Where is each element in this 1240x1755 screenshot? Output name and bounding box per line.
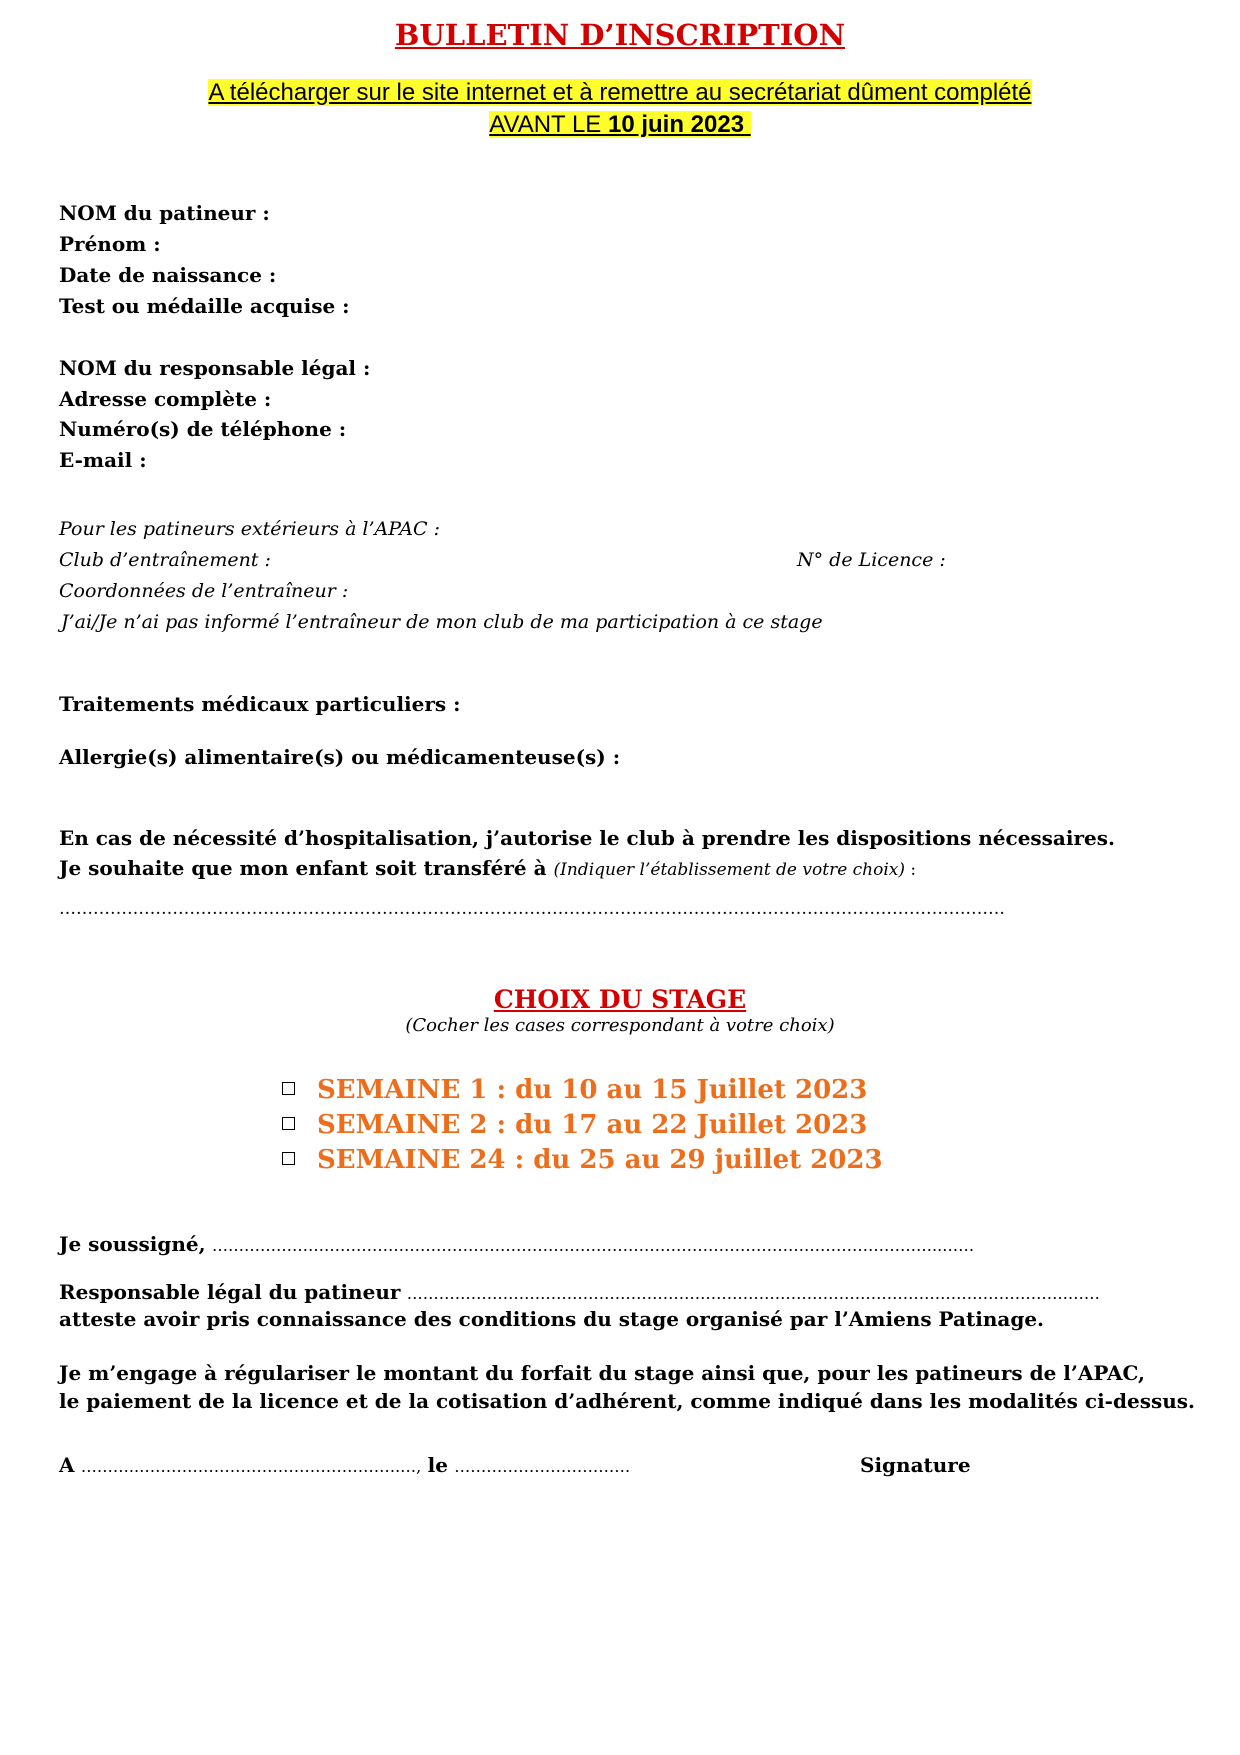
field-email: E-mail : bbox=[59, 448, 147, 472]
hospital-transfer bbox=[59, 856, 916, 880]
stage-choice-title: CHOIX DU STAGE bbox=[493, 985, 747, 1014]
guardian-dots: …………………………………………………………………………………………………………….…… bbox=[406, 1284, 1100, 1303]
subtitle-line-2 bbox=[0, 111, 1240, 139]
guardian-label: Responsable légal du patineur bbox=[59, 1280, 401, 1304]
week-option-2 bbox=[282, 1110, 867, 1140]
hospital-transfer-label: Je souhaite que mon enfant soit transféré à bbox=[59, 856, 554, 880]
attest-statement: atteste avoir pris connaissance des conditions du stage organisé par l’Amiens Patinage. bbox=[59, 1307, 1045, 1331]
subtitle-text-1: A télécharger sur le site internet et à remettre au secrétariat dûment complété bbox=[208, 79, 1032, 106]
date-dots: …………………………… bbox=[454, 1457, 631, 1476]
week-option-3 bbox=[282, 1145, 883, 1175]
commitment-line-2: le paiement de la licence et de la cotisation d’adhérent, comme indiqué dans les modalités ci-dessus. bbox=[59, 1389, 1195, 1413]
field-address: Adresse complète : bbox=[59, 387, 272, 411]
place-dots: ………..………………………………………….…, bbox=[80, 1457, 422, 1476]
week-3-checkbox[interactable] bbox=[282, 1152, 295, 1165]
field-allergies: Allergie(s) alimentaire(s) ou médicamenteuse(s) : bbox=[59, 745, 621, 769]
signature-label: Signature bbox=[860, 1453, 971, 1477]
place-date-line bbox=[59, 1453, 630, 1477]
hospital-dotted-line: …………………………………………………………………………………………………………………………………………….……. bbox=[59, 899, 1005, 919]
undersigned-dots: ………………………………………………………………………………………………………………………..…… bbox=[211, 1236, 975, 1255]
commitment-line-1: Je m’engage à régulariser le montant du forfait du stage ainsi que, pour les patineurs de l’APAC, bbox=[59, 1361, 1145, 1385]
week-2-checkbox[interactable] bbox=[282, 1117, 295, 1130]
hospital-transfer-colon: : bbox=[905, 860, 917, 880]
undersigned-label: Je soussigné, bbox=[59, 1232, 206, 1256]
place-label: A bbox=[59, 1453, 75, 1477]
field-coach: Coordonnées de l’entraîneur : bbox=[59, 580, 349, 602]
form-title: BULLETIN D’INSCRIPTION bbox=[394, 18, 846, 52]
subtitle-line-1 bbox=[0, 79, 1240, 107]
field-first-name: Prénom : bbox=[59, 232, 161, 256]
external-heading: Pour les patineurs extérieurs à l’APAC : bbox=[59, 518, 441, 540]
week-2-label: SEMAINE 2 : du 17 au 22 Juillet 2023 bbox=[317, 1110, 868, 1140]
week-1-label: SEMAINE 1 : du 10 au 15 Juillet 2023 bbox=[317, 1075, 868, 1105]
date-label: le bbox=[427, 1453, 448, 1477]
field-phone: Numéro(s) de téléphone : bbox=[59, 417, 347, 441]
field-medical-treatments: Traitements médicaux particuliers : bbox=[59, 692, 461, 716]
field-skater-name: NOM du patineur : bbox=[59, 201, 270, 225]
undersigned-line bbox=[59, 1232, 974, 1256]
deadline-date: 10 juin 2023 bbox=[607, 111, 745, 138]
deadline bbox=[489, 111, 750, 138]
hospital-transfer-hint: (Indiquer l’établissement de votre choix) bbox=[553, 860, 906, 880]
guardian-line bbox=[59, 1280, 1100, 1304]
field-club: Club d’entraînement : bbox=[59, 549, 271, 571]
field-licence: N° de Licence : bbox=[797, 549, 946, 571]
week-3-label: SEMAINE 24 : du 25 au 29 juillet 2023 bbox=[317, 1145, 883, 1175]
week-1-checkbox[interactable] bbox=[282, 1082, 295, 1095]
field-birth-date: Date de naissance : bbox=[59, 263, 277, 287]
field-test-medal: Test ou médaille acquise : bbox=[59, 294, 350, 318]
hospital-authorization: En cas de nécessité d’hospitalisation, j’autorise le club à prendre les dispositions nécessaires. bbox=[59, 826, 1115, 850]
coach-informed-statement: J’ai/Je n’ai pas informé l’entraîneur de mon club de ma participation à ce stage bbox=[61, 611, 823, 633]
field-guardian-name: NOM du responsable légal : bbox=[59, 356, 371, 380]
week-option-1 bbox=[282, 1075, 867, 1105]
deadline-prefix: AVANT LE bbox=[489, 111, 608, 138]
stage-choice-subtitle: (Cocher les cases correspondant à votre choix) bbox=[405, 1015, 835, 1036]
